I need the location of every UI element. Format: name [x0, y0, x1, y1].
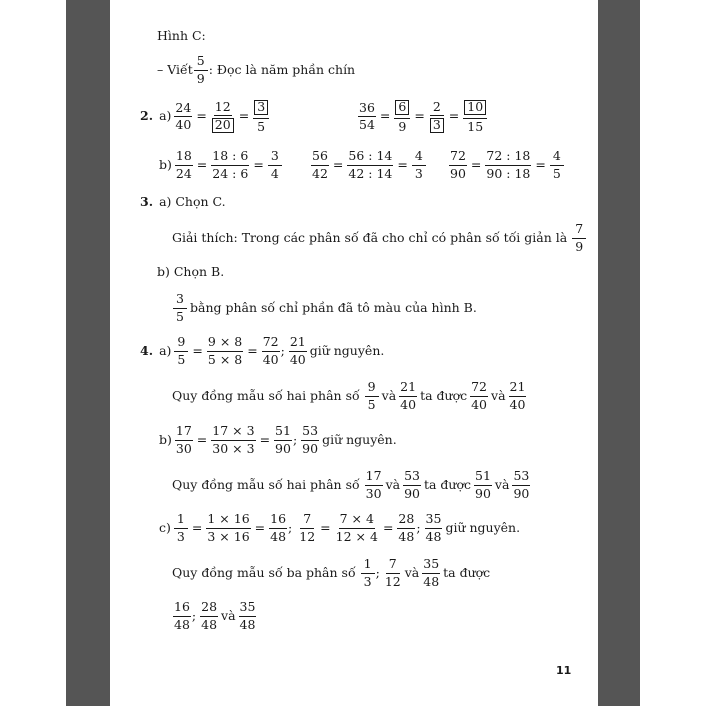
- fraction: $\frac{17}{30}$: [175, 423, 192, 456]
- answer-box: 10: [464, 100, 486, 115]
- q4b-line: b) $\frac{17}{30}$ = $\frac{17 \times 3}{30 \times 3}$ = $\frac{51}{90}$ ; $\frac{53}{90}$ giữ nguyên.: [159, 423, 397, 456]
- q4c-result: $\frac{16}{48}$ ; $\frac{28}{48}$ và $\frac{35}{48}$: [174, 599, 256, 632]
- fraction: $\frac{4}{3}$: [412, 150, 426, 180]
- fraction: $\frac{36}{54}$: [359, 99, 375, 132]
- fraction: $\frac{9}{5}$: [174, 336, 188, 366]
- fraction: $\frac{72 : 18}{90 : 18}$: [486, 148, 531, 181]
- fraction: $\frac{7}{9}$: [572, 223, 586, 253]
- fraction: $\frac{18 : 6}{24 : 6}$: [212, 148, 249, 181]
- fraction: $\frac{35}{48}$: [425, 511, 442, 544]
- q4b-quydong: Quy đồng mẫu số hai phân số $\frac{17}{30}$ và $\frac{53}{90}$ ta được $\frac{51}{90}$ và $\frac{53}{90}$: [172, 468, 530, 501]
- fraction: $\frac{53}{90}$: [302, 423, 319, 456]
- fraction: $\frac{1}{3}$: [174, 513, 188, 543]
- q2a-line1: 2. a) $\frac{24}{40}$ = $\frac{12}{20}$ = $\frac{3}{5}$: [140, 100, 270, 133]
- q4a-quydong: Quy đồng mẫu số hai phân số $\frac{9}{5}$ và $\frac{21}{40}$ ta được $\frac{72}{40}$ và $\frac{21}{40}$: [172, 379, 526, 412]
- fraction: $\frac{51}{90}$: [475, 468, 491, 501]
- fraction: $\frac{12}{20}$: [211, 101, 235, 133]
- fraction: $\frac{7}{12}$: [384, 556, 401, 589]
- hinh-c-label: Hình C:: [157, 28, 206, 43]
- q2a-line2: $\frac{36}{54}$ = $\frac{6}{9}$ = $\frac{2}{3}$ = $\frac{10}{15}$: [357, 100, 488, 133]
- fraction: $\frac{21}{40}$: [289, 334, 306, 367]
- fraction: $\frac{3}{5}$: [253, 100, 269, 133]
- answer-box: 20: [212, 118, 234, 133]
- fraction: $\frac{2}{3}$: [429, 101, 445, 133]
- fraction: $\frac{17}{30}$: [365, 468, 382, 501]
- fraction: $\frac{3}{4}$: [268, 150, 282, 180]
- page-number: 11: [556, 664, 572, 677]
- fraction: $\frac{9}{5}$: [365, 381, 379, 411]
- fraction: $\frac{72}{40}$: [471, 379, 488, 412]
- textbook-page: [110, 0, 598, 706]
- q2b-line1: b) $\frac{18}{24}$ = $\frac{18 : 6}{24 : 6}$ = $\frac{3}{4}$: [157, 150, 283, 180]
- fraction: $\frac{72}{40}$: [262, 334, 279, 367]
- right-margin-bar: [598, 0, 640, 706]
- q2b-line2: $\frac{56}{42}$ = $\frac{56 : 14}{42 : 14}$ = $\frac{4}{3}$: [310, 150, 427, 180]
- fraction: $\frac{53}{90}$: [513, 468, 530, 501]
- fraction: $\frac{3}{5}$: [173, 293, 187, 323]
- fraction: $\frac{1 \times 16}{3 \times 16}$: [207, 511, 250, 544]
- q2b-line3: $\frac{72}{90}$ = $\frac{72 : 18}{90 : 18}$ = $\frac{4}{5}$: [448, 150, 565, 180]
- q3b-line: b) Chọn B.: [157, 264, 225, 279]
- fraction: $\frac{28}{48}$: [398, 511, 415, 544]
- viet-line: – Viết $\frac{5}{9}$ : Đọc là năm phần chín: [157, 53, 356, 86]
- answer-box: 3: [430, 118, 444, 133]
- fraction: $\frac{10}{15}$: [463, 100, 487, 133]
- fraction: $\frac{17 \times 3}{30 \times 3}$: [212, 423, 255, 456]
- left-margin-bar: [66, 0, 110, 706]
- fraction: $\frac{4}{5}$: [550, 150, 564, 180]
- fraction: $\frac{7 \times 4}{12 \times 4}$: [335, 511, 378, 544]
- fraction: $\frac{35}{48}$: [239, 599, 256, 632]
- fraction: $\frac{1}{3}$: [361, 558, 375, 588]
- q3b-explain: $\frac{3}{5}$ bằng phân số chỉ phần đã tô màu của hình B.: [172, 293, 479, 323]
- fraction: $\frac{28}{48}$: [201, 599, 218, 632]
- fraction: $\frac{56 : 14}{42 : 14}$: [348, 148, 393, 181]
- fraction: $\frac{24}{40}$: [175, 99, 192, 132]
- fraction: $\frac{6}{9}$: [394, 100, 410, 133]
- q4a-line: 4. a) $\frac{9}{5}$ = $\frac{9 \times 8}{5 \times 8}$ = $\frac{72}{40}$ ; $\frac{21}{40}$ giữ nguyên.: [140, 334, 385, 367]
- q3a-line: 3. a) Chọn C.: [140, 194, 226, 209]
- fraction: $\frac{21}{40}$: [400, 379, 417, 412]
- fraction: $\frac{5}{9}$: [194, 55, 208, 85]
- fraction: $\frac{9 \times 8}{5 \times 8}$: [207, 334, 243, 367]
- fraction: $\frac{18}{24}$: [175, 148, 192, 181]
- fraction: $\frac{56}{42}$: [312, 148, 328, 181]
- q3-explain: Giải thích: Trong các phân số đã cho chỉ có phân số tối giản là $\frac{7}{9}$: [172, 223, 587, 253]
- fraction: $\frac{72}{90}$: [450, 148, 466, 181]
- answer-box: 3: [254, 100, 268, 115]
- fraction: $\frac{16}{48}$: [270, 511, 287, 544]
- q4c-line: c) $\frac{1}{3}$ = $\frac{1 \times 16}{3 \times 16}$ = $\frac{16}{48}$ ; $\frac{7}{12}$ = $\frac{7 \times 4}{12 \times 4}$ = $\frac{28}{48}$ ; $\frac{35}{48}$ giữ nguyên.: [159, 511, 521, 544]
- answer-box: 6: [395, 100, 409, 115]
- fraction: $\frac{53}{90}$: [404, 468, 420, 501]
- fraction: $\frac{7}{12}$: [299, 511, 316, 544]
- fraction: $\frac{16}{48}$: [174, 599, 190, 632]
- fraction: $\frac{35}{48}$: [423, 556, 440, 589]
- fraction: $\frac{21}{40}$: [509, 379, 526, 412]
- fraction: $\frac{51}{90}$: [275, 423, 291, 456]
- q4c-quydong: Quy đồng mẫu số ba phân số $\frac{1}{3}$ ; $\frac{7}{12}$ và $\frac{35}{48}$ ta được: [172, 556, 491, 589]
